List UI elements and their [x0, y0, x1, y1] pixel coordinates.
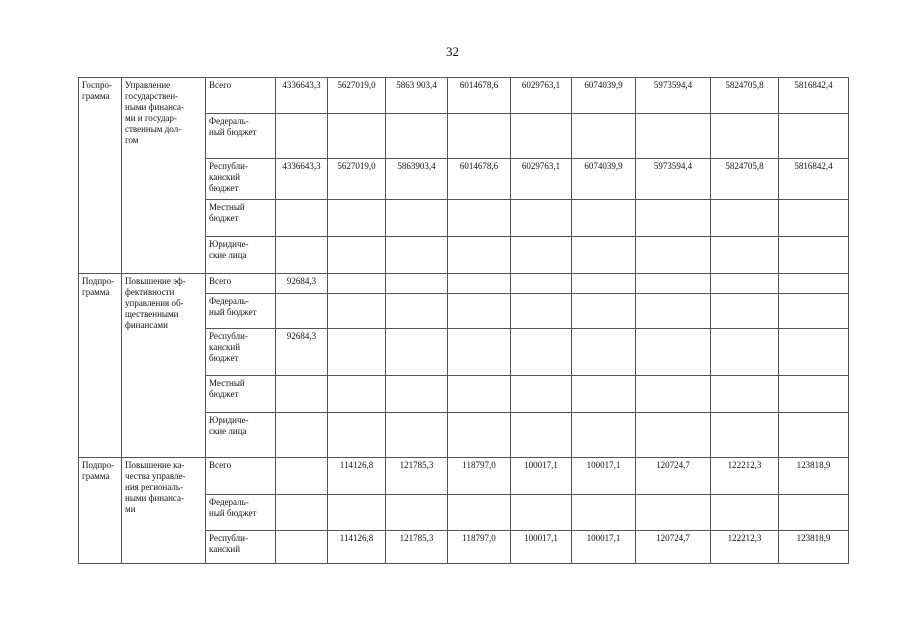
funding-source-cell: Федераль- ный бюджет [206, 495, 276, 531]
budget-table [78, 77, 849, 564]
funding-source-cell: Республи- канский [206, 531, 276, 564]
value-cell [636, 376, 711, 413]
value-cell [636, 413, 711, 458]
value-cell: 100017,1 [511, 458, 572, 495]
value-cell [779, 114, 849, 159]
value-cell [636, 495, 711, 531]
value-cell [711, 200, 779, 237]
value-cell [572, 376, 636, 413]
value-cell: 5816842,4 [779, 159, 849, 200]
value-cell [711, 495, 779, 531]
value-cell [386, 495, 448, 531]
value-cell [328, 329, 386, 376]
value-cell [276, 376, 328, 413]
value-cell [711, 376, 779, 413]
value-cell [711, 413, 779, 458]
value-cell [711, 274, 779, 294]
value-cell [779, 413, 849, 458]
funding-source-cell: Всего [206, 78, 276, 114]
value-cell: 118797,0 [448, 531, 511, 564]
program-status-cell: Подпро- грамма [79, 458, 122, 564]
value-cell [711, 114, 779, 159]
value-cell [572, 200, 636, 237]
value-cell: 5824705,8 [711, 159, 779, 200]
value-cell: 5816842,4 [779, 78, 849, 114]
value-cell: 114126,8 [328, 458, 386, 495]
funding-source-cell: Республи- канский бюджет [206, 159, 276, 200]
value-cell [276, 200, 328, 237]
value-cell: 5973594,4 [636, 78, 711, 114]
value-cell: 92684,3 [276, 274, 328, 294]
funding-source-cell: Юридиче- ские лица [206, 237, 276, 274]
funding-source-cell: Местный бюджет [206, 376, 276, 413]
funding-source-cell: Всего [206, 458, 276, 495]
value-cell [511, 200, 572, 237]
value-cell [572, 114, 636, 159]
value-cell [328, 294, 386, 329]
value-cell: 100017,1 [572, 458, 636, 495]
value-cell [386, 200, 448, 237]
funding-source-cell: Юридиче- ские лица [206, 413, 276, 458]
value-cell [448, 237, 511, 274]
value-cell: 122212,3 [711, 531, 779, 564]
value-cell: 6014678,6 [448, 159, 511, 200]
table-row [79, 274, 849, 294]
value-cell [328, 413, 386, 458]
value-cell [511, 413, 572, 458]
funding-source-cell: Всего [206, 274, 276, 294]
value-cell [448, 495, 511, 531]
value-cell [779, 329, 849, 376]
value-cell [572, 274, 636, 294]
value-cell [572, 237, 636, 274]
value-cell [276, 294, 328, 329]
value-cell [636, 114, 711, 159]
value-cell: 122212,3 [711, 458, 779, 495]
value-cell [328, 237, 386, 274]
value-cell [386, 114, 448, 159]
table-row [79, 78, 849, 114]
value-cell: 4336643,3 [276, 159, 328, 200]
value-cell [511, 495, 572, 531]
program-status-cell: Подпро- грамма [79, 274, 122, 458]
value-cell [779, 495, 849, 531]
value-cell [276, 237, 328, 274]
funding-source-cell: Федераль- ный бюджет [206, 294, 276, 329]
value-cell: 120724,7 [636, 458, 711, 495]
value-cell: 5627019,0 [328, 78, 386, 114]
value-cell [276, 458, 328, 495]
value-cell [448, 329, 511, 376]
value-cell [779, 376, 849, 413]
value-cell [448, 200, 511, 237]
value-cell [328, 274, 386, 294]
value-cell [448, 376, 511, 413]
value-cell [448, 294, 511, 329]
value-cell [572, 413, 636, 458]
value-cell: 100017,1 [511, 531, 572, 564]
value-cell [636, 200, 711, 237]
value-cell [448, 413, 511, 458]
value-cell: 6014678,6 [448, 78, 511, 114]
value-cell [511, 329, 572, 376]
funding-source-cell: Местный бюджет [206, 200, 276, 237]
value-cell: 114126,8 [328, 531, 386, 564]
value-cell: 123818,9 [779, 531, 849, 564]
value-cell: 5863 903,4 [386, 78, 448, 114]
value-cell: 5824705,8 [711, 78, 779, 114]
value-cell [779, 200, 849, 237]
value-cell [328, 114, 386, 159]
value-cell [386, 274, 448, 294]
value-cell [511, 376, 572, 413]
value-cell: 121785,3 [386, 458, 448, 495]
value-cell [448, 274, 511, 294]
value-cell [511, 274, 572, 294]
page-number: 32 [446, 44, 459, 59]
value-cell [636, 237, 711, 274]
value-cell [572, 329, 636, 376]
value-cell [511, 294, 572, 329]
program-name-cell: Управление государствен- ными финанса- ми и государ- ственным дол- гом [122, 78, 206, 274]
value-cell [328, 376, 386, 413]
value-cell [386, 329, 448, 376]
value-cell: 6029763,1 [511, 78, 572, 114]
value-cell: 5863903,4 [386, 159, 448, 200]
value-cell [636, 329, 711, 376]
value-cell [328, 200, 386, 237]
value-cell [636, 294, 711, 329]
value-cell: 5973594,4 [636, 159, 711, 200]
value-cell [779, 274, 849, 294]
value-cell: 118797,0 [448, 458, 511, 495]
value-cell [711, 237, 779, 274]
value-cell: 120724,7 [636, 531, 711, 564]
value-cell [276, 531, 328, 564]
funding-source-cell: Республи- канский бюджет [206, 329, 276, 376]
value-cell [511, 237, 572, 274]
value-cell [276, 413, 328, 458]
value-cell [328, 495, 386, 531]
value-cell [779, 237, 849, 274]
value-cell [711, 294, 779, 329]
value-cell: 92684,3 [276, 329, 328, 376]
value-cell [386, 237, 448, 274]
value-cell [636, 274, 711, 294]
program-name-cell: Повышение ка- чества управле- ния региональ- ными финанса- ми [122, 458, 206, 564]
value-cell: 4336643,3 [276, 78, 328, 114]
value-cell [276, 495, 328, 531]
table-row [79, 458, 849, 495]
value-cell [572, 495, 636, 531]
value-cell [511, 114, 572, 159]
value-cell: 6074039,9 [572, 78, 636, 114]
value-cell: 6029763,1 [511, 159, 572, 200]
value-cell [779, 294, 849, 329]
value-cell: 5627019,0 [328, 159, 386, 200]
value-cell: 100017,1 [572, 531, 636, 564]
value-cell: 121785,3 [386, 531, 448, 564]
value-cell [711, 329, 779, 376]
program-status-cell: Госпро- грамма [79, 78, 122, 274]
value-cell [386, 294, 448, 329]
value-cell: 123818,9 [779, 458, 849, 495]
value-cell [276, 114, 328, 159]
value-cell [448, 114, 511, 159]
program-name-cell: Повышение эф- фективности управления об- щественными финансами [122, 274, 206, 458]
funding-source-cell: Федераль- ный бюджет [206, 114, 276, 159]
value-cell [386, 413, 448, 458]
value-cell: 6074039,9 [572, 159, 636, 200]
value-cell [386, 376, 448, 413]
value-cell [572, 294, 636, 329]
